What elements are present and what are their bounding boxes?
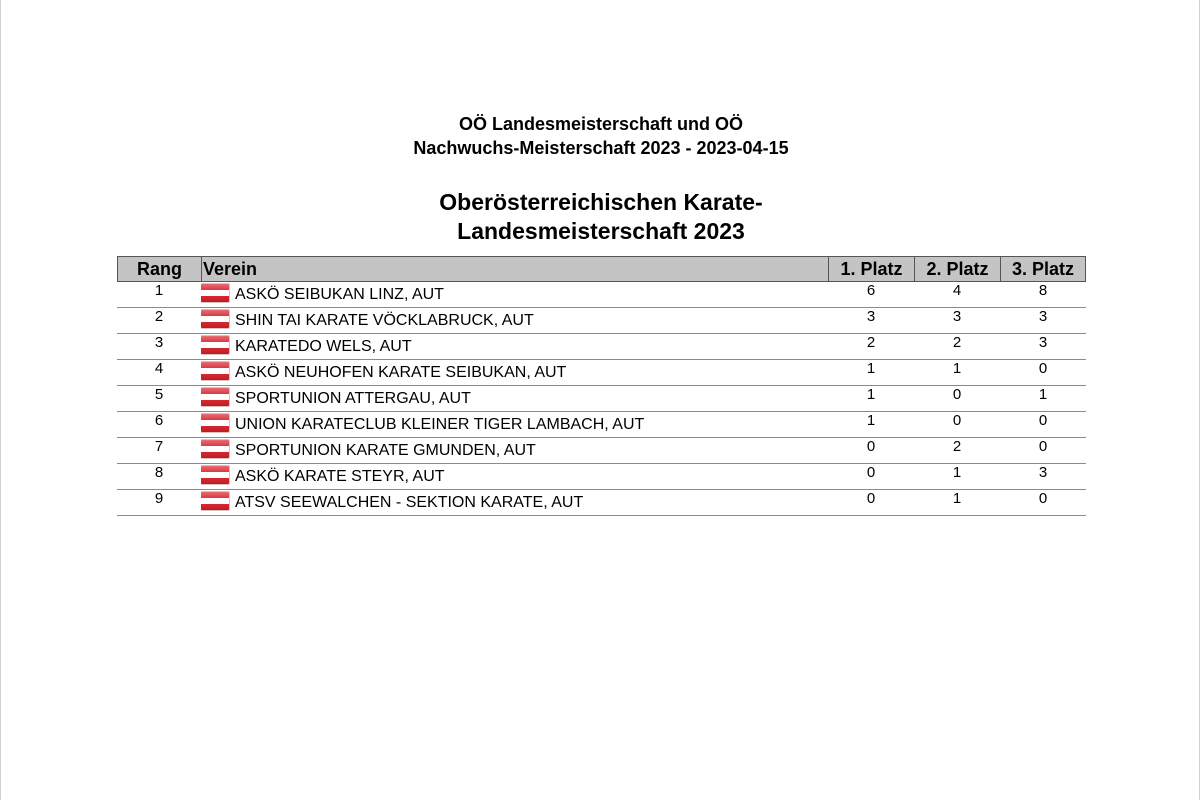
- place-1-count: 0: [828, 438, 914, 464]
- place-3-count: 3: [1000, 464, 1086, 490]
- header-verein: Verein: [201, 256, 828, 282]
- place-1-count: 3: [828, 308, 914, 334]
- place-1-count: 0: [828, 490, 914, 516]
- club-cell: [201, 282, 828, 308]
- table-row: [117, 282, 1086, 308]
- club-cell: [201, 490, 828, 516]
- medal-table: [117, 256, 1086, 516]
- place-2-count: 1: [914, 464, 1000, 490]
- place-3-count: 0: [1000, 412, 1086, 438]
- competition-title-line-2: Landesmeisterschaft 2023: [457, 218, 745, 244]
- rank-cell: 6: [117, 412, 201, 438]
- table-row: [117, 464, 1086, 490]
- header-platz-2: 2. Platz: [914, 256, 1000, 282]
- place-2-count: 0: [914, 386, 1000, 412]
- place-3-count: 3: [1000, 308, 1086, 334]
- club-name: ASKÖ SEIBUKAN LINZ, AUT: [235, 286, 444, 303]
- place-1-count: 1: [828, 412, 914, 438]
- table-body: [117, 282, 1086, 516]
- club-name: ASKÖ KARATE STEYR, AUT: [235, 468, 445, 485]
- table-row: [117, 308, 1086, 334]
- table-row: [117, 438, 1086, 464]
- club-name: UNION KARATECLUB KLEINER TIGER LAMBACH, AUT: [235, 416, 645, 433]
- event-title: [1, 112, 1200, 160]
- club-cell: [201, 412, 828, 438]
- place-1-count: 6: [828, 282, 914, 308]
- rank-cell: 2: [117, 308, 201, 334]
- table-row: [117, 386, 1086, 412]
- competition-title-line-1: Oberösterreichischen Karate-: [439, 189, 763, 215]
- club-name: KARATEDO WELS, AUT: [235, 338, 412, 355]
- place-1-count: 1: [828, 386, 914, 412]
- club-cell: [201, 464, 828, 490]
- place-2-count: 4: [914, 282, 1000, 308]
- place-3-count: 1: [1000, 386, 1086, 412]
- rank-cell: 8: [117, 464, 201, 490]
- place-1-count: 2: [828, 334, 914, 360]
- rank-cell: 7: [117, 438, 201, 464]
- place-2-count: 2: [914, 438, 1000, 464]
- place-1-count: 1: [828, 360, 914, 386]
- club-cell: [201, 308, 828, 334]
- place-3-count: 8: [1000, 282, 1086, 308]
- table-row: [117, 412, 1086, 438]
- table-row: [117, 360, 1086, 386]
- place-2-count: 0: [914, 412, 1000, 438]
- rank-cell: 5: [117, 386, 201, 412]
- header-platz-3: 3. Platz: [1000, 256, 1086, 282]
- competition-title: [1, 188, 1200, 246]
- event-title-line-1: OÖ Landesmeisterschaft und OÖ: [458, 114, 744, 134]
- table-row: [117, 490, 1086, 516]
- place-2-count: 1: [914, 360, 1000, 386]
- club-name: SPORTUNION KARATE GMUNDEN, AUT: [235, 442, 536, 459]
- place-2-count: 2: [914, 334, 1000, 360]
- club-cell: [201, 360, 828, 386]
- place-3-count: 0: [1000, 438, 1086, 464]
- austria-flag-icon: [201, 414, 229, 432]
- austria-flag-icon: [201, 284, 229, 302]
- place-3-count: 3: [1000, 334, 1086, 360]
- austria-flag-icon: [201, 362, 229, 380]
- club-name: SPORTUNION ATTERGAU, AUT: [235, 390, 471, 407]
- club-name: ATSV SEEWALCHEN - SEKTION KARATE, AUT: [235, 494, 584, 511]
- rank-cell: 9: [117, 490, 201, 516]
- club-cell: [201, 438, 828, 464]
- austria-flag-icon: [201, 466, 229, 484]
- place-2-count: 1: [914, 490, 1000, 516]
- table-row: [117, 334, 1086, 360]
- header-platz-1: 1. Platz: [828, 256, 914, 282]
- place-1-count: 0: [828, 464, 914, 490]
- rank-cell: 4: [117, 360, 201, 386]
- club-name: ASKÖ NEUHOFEN KARATE SEIBUKAN, AUT: [235, 364, 567, 381]
- club-cell: [201, 334, 828, 360]
- place-2-count: 3: [914, 308, 1000, 334]
- club-cell: [201, 386, 828, 412]
- club-name: SHIN TAI KARATE VÖCKLABRUCK, AUT: [235, 312, 534, 329]
- place-3-count: 0: [1000, 360, 1086, 386]
- rank-cell: 1: [117, 282, 201, 308]
- table-header-row: [117, 256, 1086, 282]
- rank-cell: 3: [117, 334, 201, 360]
- austria-flag-icon: [201, 310, 229, 328]
- austria-flag-icon: [201, 492, 229, 510]
- austria-flag-icon: [201, 388, 229, 406]
- event-title-line-2: Nachwuchs-Meisterschaft 2023 - 2023-04-15: [413, 138, 789, 158]
- austria-flag-icon: [201, 336, 229, 354]
- header-rang: Rang: [117, 256, 201, 282]
- austria-flag-icon: [201, 440, 229, 458]
- place-3-count: 0: [1000, 490, 1086, 516]
